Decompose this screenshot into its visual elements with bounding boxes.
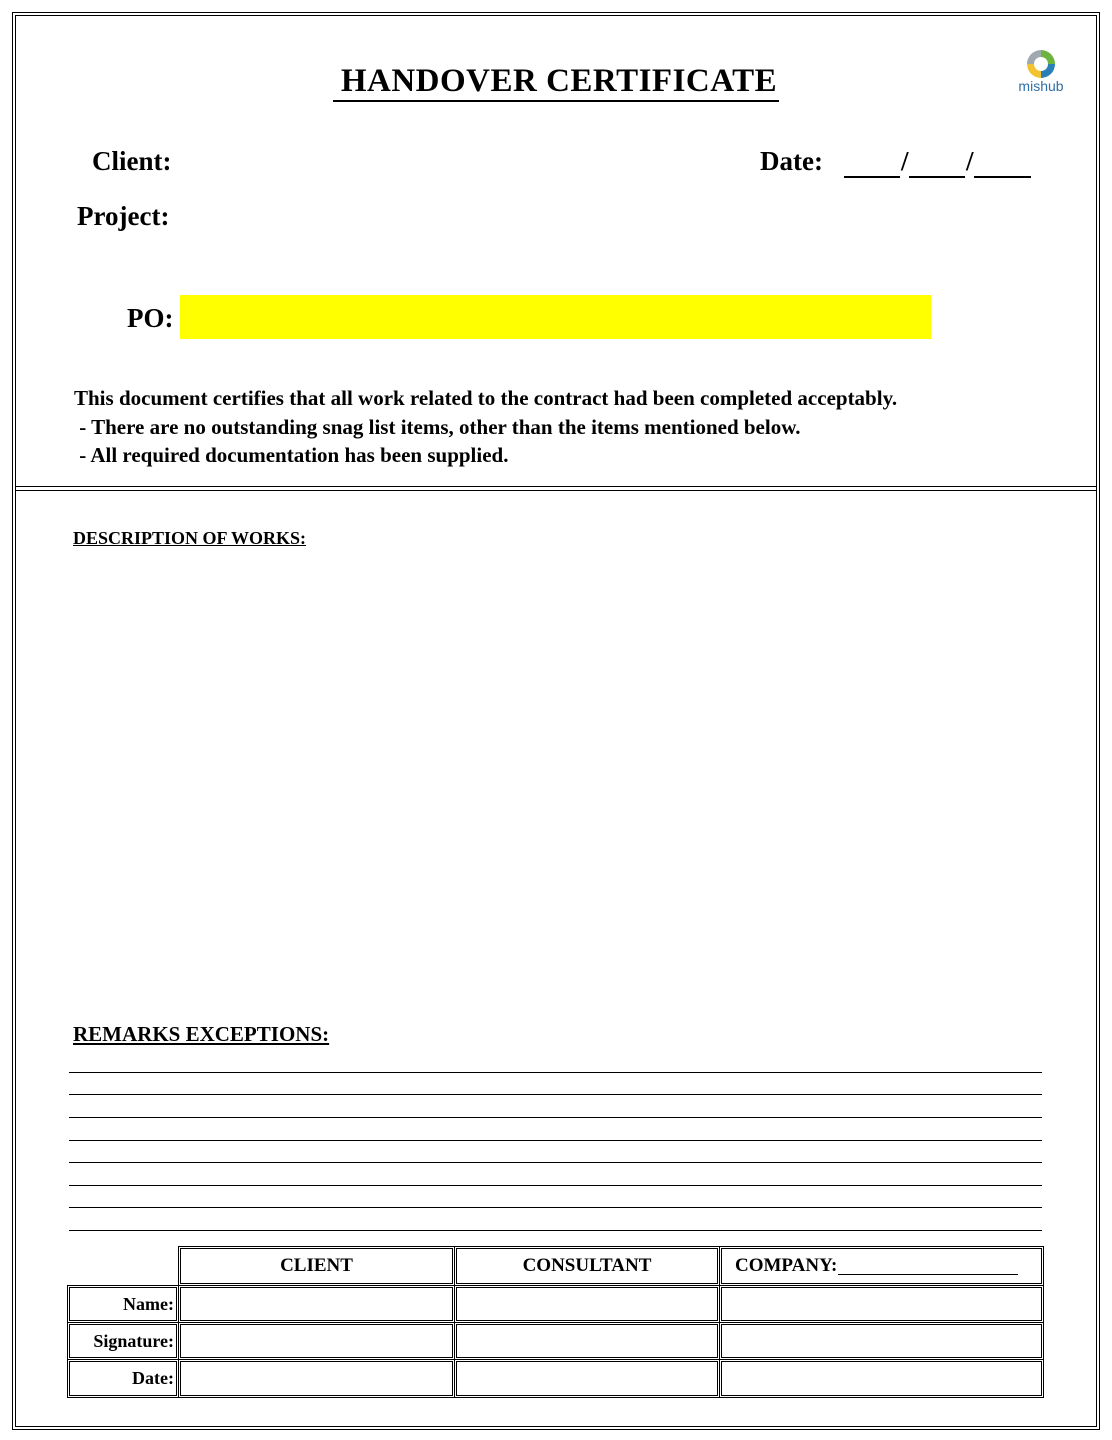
consultant-signature-cell[interactable] — [454, 1322, 720, 1360]
row-label: Signature: — [93, 1330, 174, 1351]
date-day-blank[interactable] — [844, 176, 900, 178]
certification-point: - All required documentation has been supplied. — [74, 443, 509, 467]
date-separator: / — [901, 146, 909, 176]
company-date-cell[interactable] — [719, 1359, 1044, 1398]
consultant-date-cell[interactable] — [454, 1359, 720, 1398]
remark-line[interactable] — [69, 1162, 1042, 1163]
date-year-blank[interactable] — [974, 176, 1031, 178]
row-label: Date: — [132, 1368, 174, 1388]
client-name-cell[interactable] — [178, 1285, 455, 1323]
column-header-client — [178, 1246, 455, 1286]
certification-statement: This document certifies that all work related to the contract had been completed acceptably. — [74, 386, 898, 410]
description-area[interactable] — [69, 560, 1042, 1010]
logo-text: mishub — [1018, 78, 1064, 94]
column-header-label: CLIENT — [280, 1255, 353, 1276]
date-month-blank[interactable] — [909, 176, 965, 178]
row-label-name — [67, 1285, 179, 1323]
remarks-heading: REMARKS EXCEPTIONS: — [73, 1022, 330, 1046]
signature-table — [67, 1246, 1044, 1398]
project-label: Project: — [77, 201, 170, 231]
description-heading: DESCRIPTION OF WORKS: — [73, 528, 307, 548]
remark-line[interactable] — [69, 1185, 1042, 1186]
remark-line[interactable] — [69, 1117, 1042, 1118]
company-logo — [1012, 50, 1072, 96]
column-header-company — [719, 1246, 1044, 1286]
company-name-blank[interactable] — [838, 1258, 1018, 1275]
row-label-signature — [67, 1322, 179, 1360]
column-header-consultant — [454, 1246, 720, 1286]
section-divider — [15, 490, 1097, 491]
client-signature-cell[interactable] — [178, 1322, 455, 1360]
remark-line[interactable] — [69, 1140, 1042, 1141]
remark-line[interactable] — [69, 1207, 1042, 1208]
client-date-cell[interactable] — [178, 1359, 455, 1398]
company-name-cell[interactable] — [719, 1285, 1044, 1323]
certification-text — [74, 384, 897, 470]
certification-point: - There are no outstanding snag list items, other than the items mentioned below. — [74, 414, 801, 439]
date-separator: / — [966, 146, 974, 176]
po-label: PO: — [127, 303, 174, 333]
company-signature-cell[interactable] — [719, 1322, 1044, 1360]
document-title: HANDOVER CERTIFICATE — [333, 62, 779, 102]
client-label: Client: — [92, 146, 172, 176]
column-header-label: COMPANY: — [735, 1255, 838, 1276]
logo-mark-icon — [1027, 50, 1055, 78]
column-header-label: CONSULTANT — [522, 1255, 652, 1276]
document-title-wrap — [0, 62, 1112, 102]
row-label: Name: — [123, 1293, 174, 1314]
remark-line[interactable] — [69, 1230, 1042, 1231]
remark-line[interactable] — [69, 1094, 1042, 1095]
section-divider — [15, 486, 1097, 487]
date-label: Date: — [760, 146, 823, 176]
row-label-date — [67, 1359, 179, 1398]
po-field[interactable] — [180, 295, 931, 339]
remark-line[interactable] — [69, 1072, 1042, 1073]
consultant-name-cell[interactable] — [454, 1285, 720, 1323]
